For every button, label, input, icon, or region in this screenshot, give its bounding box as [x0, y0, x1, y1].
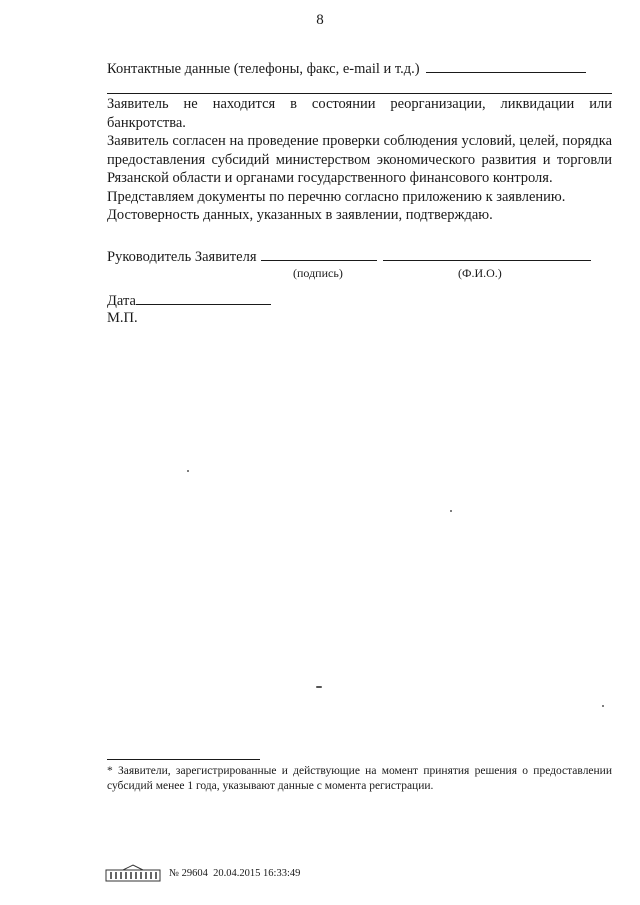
signature-line	[107, 248, 591, 266]
footnote-separator	[107, 759, 260, 760]
paragraph-inspection-consent: Заявитель согласен на проведение проверки соблюдения условий, целей, порядка предоставления субсидий министерством экономического развития и торговли Рязанской области и органами государственного финансового контроля.	[107, 133, 612, 186]
signature-caption: (подпись)	[293, 266, 343, 280]
date-blank	[136, 292, 271, 305]
date-line	[107, 292, 271, 310]
registration-datetime: 20.04.2015 16:33:49	[213, 867, 301, 879]
signature-label: Руководитель Заявителя	[107, 249, 257, 265]
date-label: Дата	[107, 293, 136, 309]
contacts-line	[107, 60, 586, 78]
contacts-blank	[426, 60, 586, 73]
registration-stamp	[105, 864, 300, 882]
scan-speck	[450, 510, 452, 512]
registration-mark: №	[169, 867, 180, 879]
paragraph-data-confirmation: Достоверность данных, указанных в заявлении, подтверждаю.	[107, 207, 493, 223]
scan-speck	[602, 705, 604, 707]
footnote: * Заявители, зарегистрированные и действующие на момент принятия решения о предоставлении субсидий менее 1 года, указывают данные с момента регистрации.	[107, 765, 612, 792]
declaration-text	[107, 95, 612, 225]
stamp-placeholder: М.П.	[107, 310, 138, 326]
scan-speck	[187, 470, 189, 472]
full-name-caption: (Ф.И.О.)	[458, 266, 502, 280]
registration-number: 29604	[181, 867, 208, 879]
contacts-label: Контактные данные (телефоны, факс, e-mail и т.д.)	[107, 61, 420, 77]
contacts-continuation-rule	[107, 93, 612, 94]
building-logo-icon	[105, 864, 161, 882]
signature-blank	[261, 248, 377, 261]
page-number: 8	[316, 12, 324, 28]
paragraph-documents: Представляем документы по перечню согласно приложению к заявлению.	[107, 188, 566, 205]
paragraph-no-reorganization: Заявитель не находится в состоянии реорганизации, ликвидации или банкротства.	[107, 96, 612, 131]
scan-speck	[316, 686, 322, 688]
full-name-blank	[383, 248, 591, 261]
